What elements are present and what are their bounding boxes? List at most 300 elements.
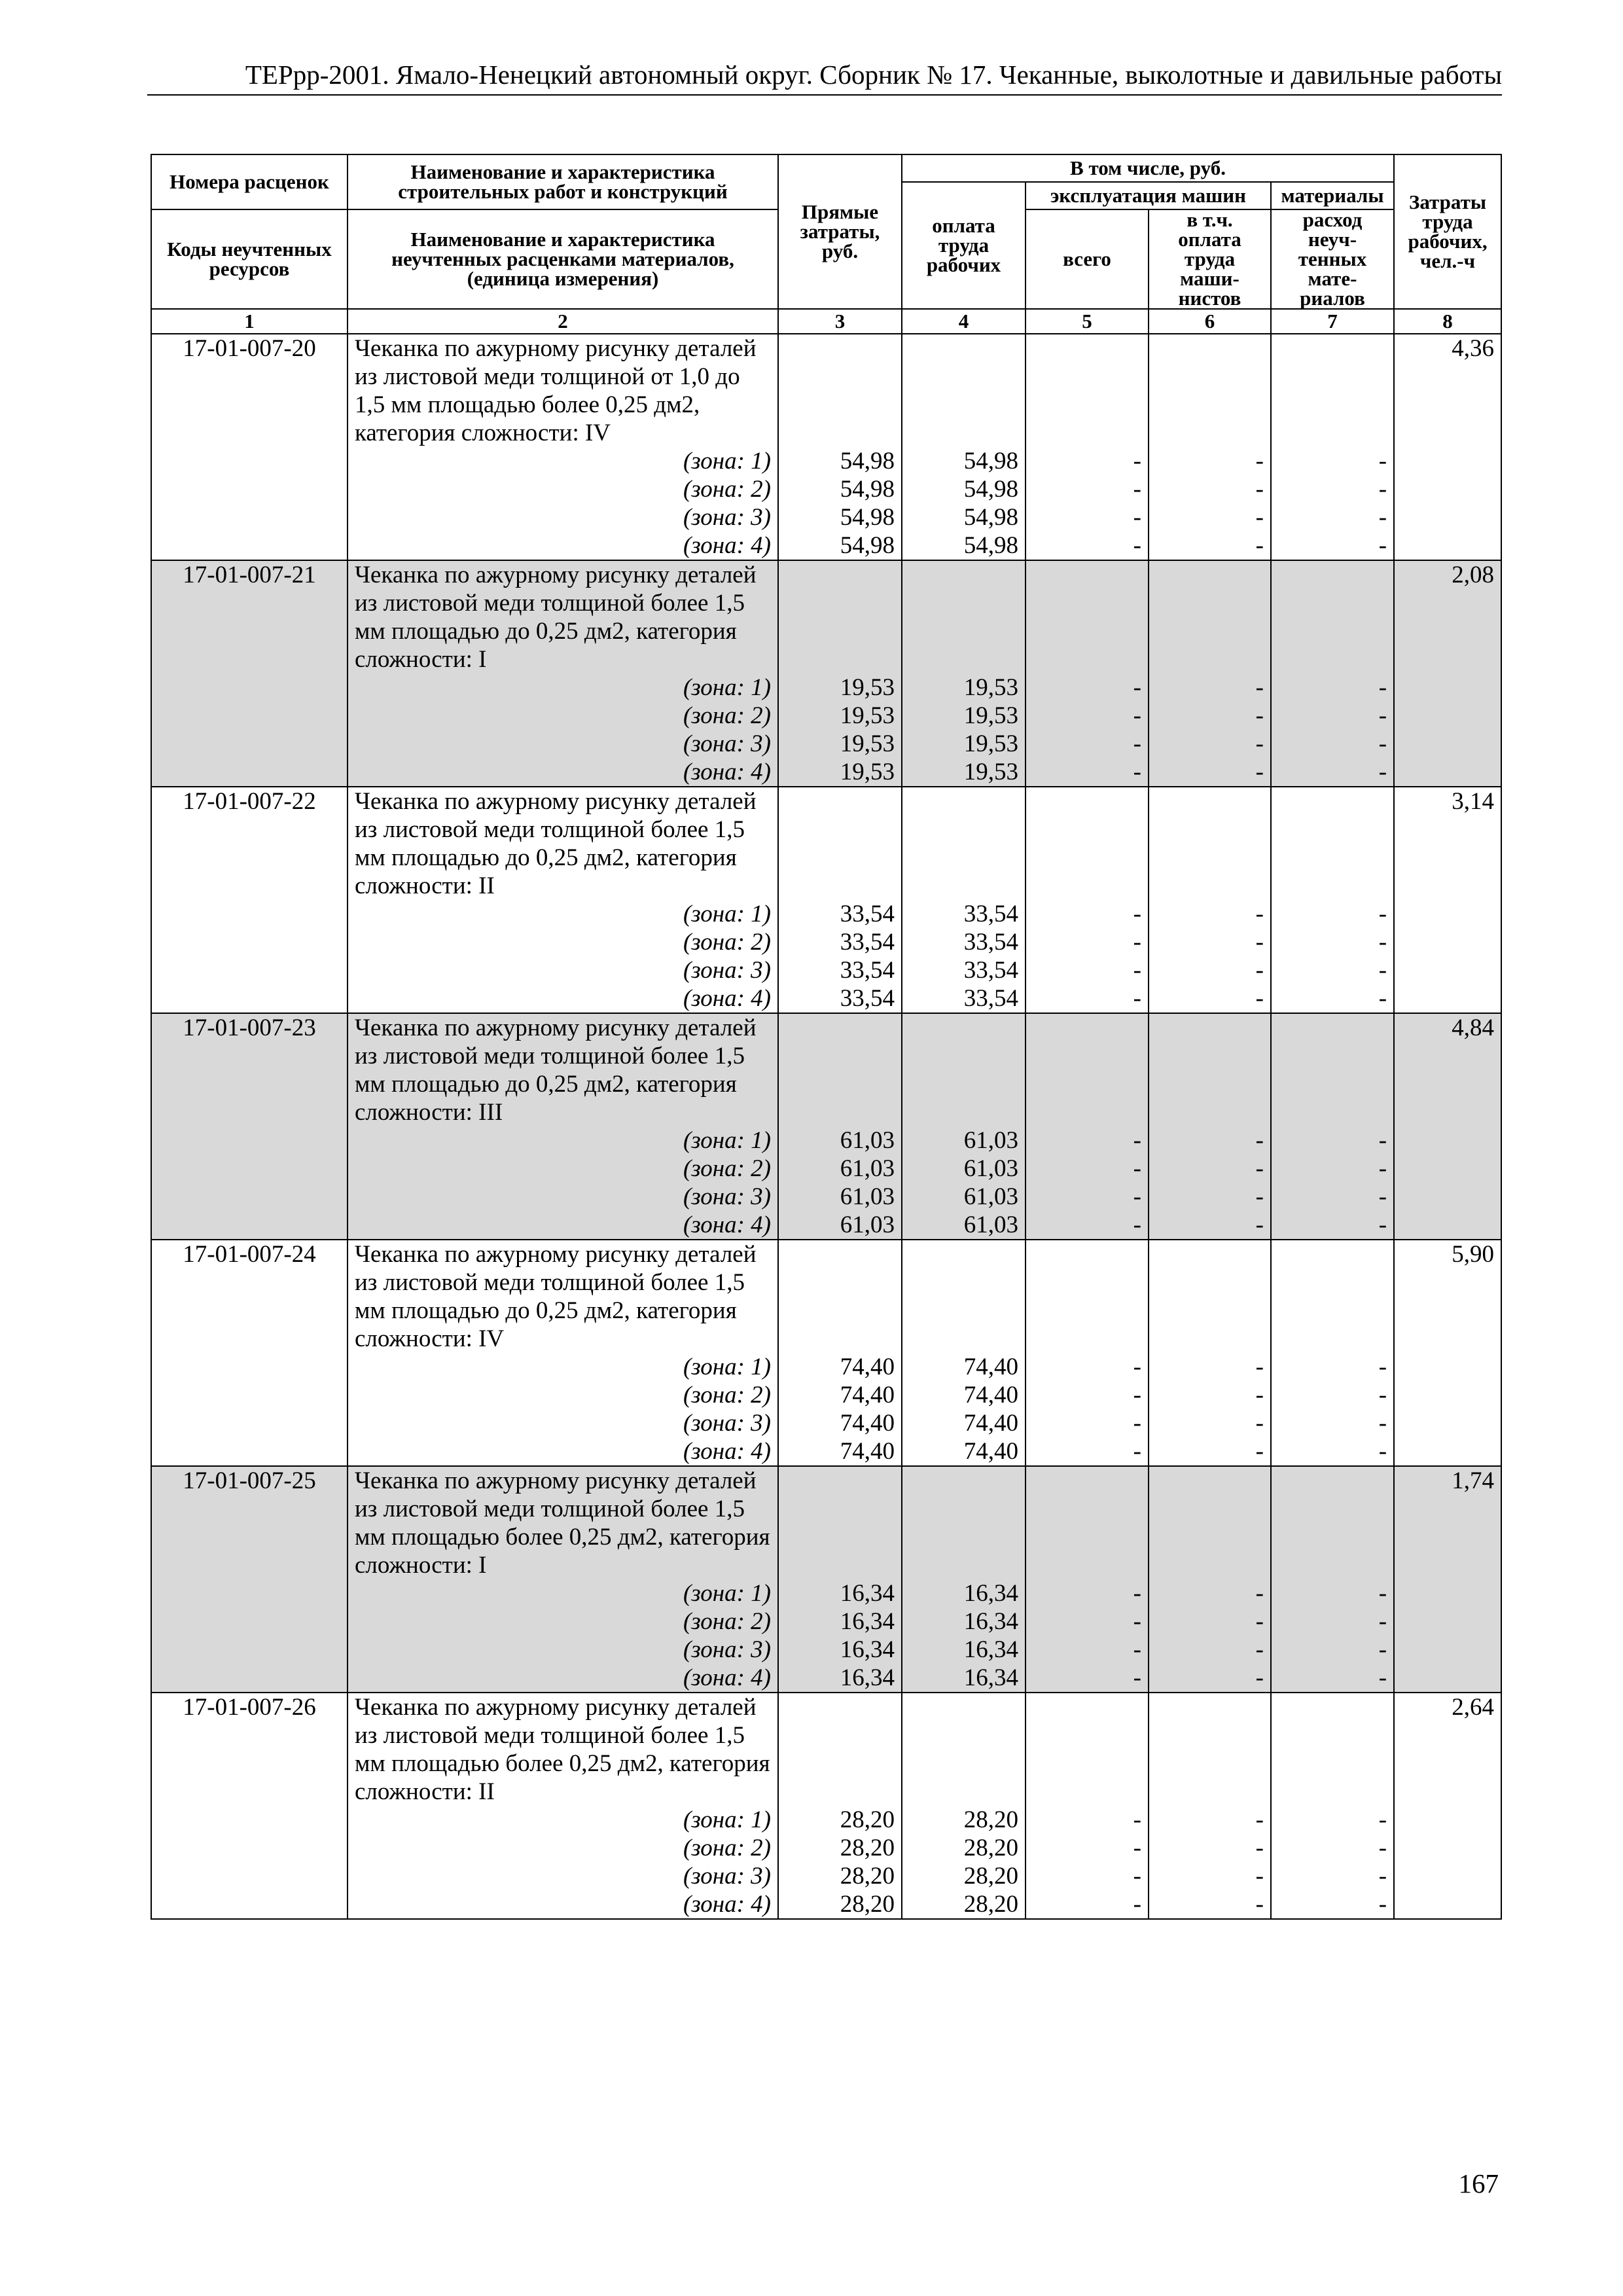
material-use: - — [1271, 503, 1394, 531]
zone-label: (зона: 1) — [348, 900, 778, 928]
machines-total: - — [1026, 1579, 1149, 1607]
table-row — [151, 334, 1501, 447]
machines-total: - — [1026, 956, 1149, 984]
empty-cell — [1026, 334, 1149, 447]
rates-table — [151, 154, 1502, 1920]
direct-costs: 54,98 — [778, 447, 902, 475]
empty-cell — [902, 787, 1026, 900]
machinist-pay: - — [1149, 900, 1271, 928]
empty-cell — [778, 560, 902, 673]
machinist-pay: - — [1149, 1155, 1271, 1183]
machines-total: - — [1026, 1636, 1149, 1664]
empty-cell — [1394, 758, 1501, 787]
header-machines: эксплуатация машин — [1026, 182, 1271, 209]
empty-cell — [1394, 900, 1501, 928]
zone-row — [151, 1126, 1501, 1155]
empty-cell — [1394, 475, 1501, 503]
header-name-materials: Наименование и характеристика неучтенных расценками материалов, (единица измерения) — [348, 209, 778, 309]
machinist-pay: - — [1149, 1806, 1271, 1834]
machines-total: - — [1026, 447, 1149, 475]
header-labor-cost: Затраты труда рабочих, чел.-ч — [1394, 154, 1501, 309]
empty-cell — [1394, 1409, 1501, 1437]
empty-cell — [151, 1579, 348, 1607]
direct-costs: 28,20 — [778, 1890, 902, 1919]
direct-costs: 33,54 — [778, 928, 902, 956]
material-use: - — [1271, 673, 1394, 702]
direct-costs: 19,53 — [778, 730, 902, 758]
header-material-use: расход неуч- тенных мате- риалов — [1271, 209, 1394, 309]
column-number: 1 — [151, 309, 348, 334]
material-use: - — [1271, 956, 1394, 984]
table-row — [151, 1466, 1501, 1579]
zone-label: (зона: 3) — [348, 1862, 778, 1890]
zone-row — [151, 1183, 1501, 1211]
rate-code: 17-01-007-22 — [151, 787, 348, 900]
labor-cost: 4,36 — [1394, 334, 1501, 447]
material-use: - — [1271, 1890, 1394, 1919]
zone-label: (зона: 2) — [348, 928, 778, 956]
labor-pay: 28,20 — [902, 1834, 1026, 1862]
labor-pay: 28,20 — [902, 1806, 1026, 1834]
empty-cell — [151, 730, 348, 758]
machines-total: - — [1026, 984, 1149, 1013]
machinist-pay: - — [1149, 1381, 1271, 1409]
zone-label: (зона: 1) — [348, 1126, 778, 1155]
material-use: - — [1271, 758, 1394, 787]
empty-cell — [1394, 1353, 1501, 1381]
machinist-pay: - — [1149, 1862, 1271, 1890]
zone-label: (зона: 3) — [348, 503, 778, 531]
machines-total: - — [1026, 1437, 1149, 1466]
empty-cell — [151, 531, 348, 560]
zone-label: (зона: 3) — [348, 956, 778, 984]
machines-total: - — [1026, 1806, 1149, 1834]
labor-pay: 61,03 — [902, 1126, 1026, 1155]
zone-row — [151, 1353, 1501, 1381]
zone-label: (зона: 2) — [348, 1155, 778, 1183]
rate-code: 17-01-007-24 — [151, 1240, 348, 1353]
empty-cell — [151, 1834, 348, 1862]
empty-cell — [1394, 1211, 1501, 1240]
empty-cell — [1026, 560, 1149, 673]
empty-cell — [1271, 334, 1394, 447]
machinist-pay: - — [1149, 673, 1271, 702]
empty-cell — [902, 1693, 1026, 1806]
labor-pay: 33,54 — [902, 956, 1026, 984]
empty-cell — [151, 673, 348, 702]
zone-row — [151, 503, 1501, 531]
machinist-pay: - — [1149, 1353, 1271, 1381]
empty-cell — [151, 1636, 348, 1664]
empty-cell — [151, 984, 348, 1013]
labor-pay: 61,03 — [902, 1155, 1026, 1183]
empty-cell — [151, 900, 348, 928]
zone-label: (зона: 4) — [348, 1890, 778, 1919]
material-use: - — [1271, 984, 1394, 1013]
empty-cell — [1394, 956, 1501, 984]
header-rate-numbers: Номера расценок — [151, 154, 348, 209]
rate-description: Чеканка по ажурному рисунку деталей из листовой меди толщиной более 1,5 мм площадью до 0,25 дм2, категория сложности: I — [348, 560, 778, 673]
direct-costs: 19,53 — [778, 673, 902, 702]
empty-cell — [151, 1862, 348, 1890]
labor-pay: 54,98 — [902, 531, 1026, 560]
empty-cell — [1394, 1579, 1501, 1607]
rate-code: 17-01-007-26 — [151, 1693, 348, 1806]
column-number: 7 — [1271, 309, 1394, 334]
material-use: - — [1271, 1579, 1394, 1607]
machinist-pay: - — [1149, 1636, 1271, 1664]
material-use: - — [1271, 1806, 1394, 1834]
table-row — [151, 787, 1501, 900]
machines-total: - — [1026, 531, 1149, 560]
zone-label: (зона: 3) — [348, 1409, 778, 1437]
empty-cell — [778, 1240, 902, 1353]
column-number: 4 — [902, 309, 1026, 334]
machinist-pay: - — [1149, 1437, 1271, 1466]
zone-label: (зона: 1) — [348, 1579, 778, 1607]
machines-total: - — [1026, 1183, 1149, 1211]
empty-cell — [1394, 1834, 1501, 1862]
empty-cell — [151, 1607, 348, 1636]
machinist-pay: - — [1149, 447, 1271, 475]
rate-description: Чеканка по ажурному рисунку деталей из листовой меди толщиной от 1,0 до 1,5 мм площадью более 0,25 дм2, категория сложности: IV — [348, 334, 778, 447]
direct-costs: 19,53 — [778, 702, 902, 730]
machines-total: - — [1026, 1155, 1149, 1183]
direct-costs: 74,40 — [778, 1437, 902, 1466]
zone-label: (зона: 2) — [348, 1607, 778, 1636]
empty-cell — [151, 956, 348, 984]
empty-cell — [151, 1211, 348, 1240]
empty-cell — [1394, 984, 1501, 1013]
material-use: - — [1271, 1126, 1394, 1155]
labor-cost: 5,90 — [1394, 1240, 1501, 1353]
empty-cell — [778, 1013, 902, 1126]
header-machinist-pay: в т.ч. оплата труда маши- нистов — [1149, 209, 1271, 309]
empty-cell — [151, 1409, 348, 1437]
machinist-pay: - — [1149, 1664, 1271, 1693]
header-codes: Коды неучтенных ресурсов — [151, 209, 348, 309]
zone-row — [151, 1409, 1501, 1437]
labor-pay: 16,34 — [902, 1607, 1026, 1636]
machinist-pay: - — [1149, 1211, 1271, 1240]
machinist-pay: - — [1149, 702, 1271, 730]
empty-cell — [1026, 1466, 1149, 1579]
zone-label: (зона: 4) — [348, 984, 778, 1013]
column-number: 5 — [1026, 309, 1149, 334]
zone-label: (зона: 4) — [348, 1437, 778, 1466]
machines-total: - — [1026, 702, 1149, 730]
zone-row — [151, 447, 1501, 475]
empty-cell — [151, 1353, 348, 1381]
empty-cell — [1149, 1466, 1271, 1579]
material-use: - — [1271, 1636, 1394, 1664]
empty-cell — [1271, 1466, 1394, 1579]
header-materials: материалы — [1271, 182, 1394, 209]
labor-cost: 2,08 — [1394, 560, 1501, 673]
labor-pay: 54,98 — [902, 475, 1026, 503]
empty-cell — [778, 1466, 902, 1579]
zone-row — [151, 1636, 1501, 1664]
zone-label: (зона: 4) — [348, 531, 778, 560]
machinist-pay: - — [1149, 1183, 1271, 1211]
page-header: ТЕРрр-2001. Ямало-Ненецкий автономный округ. Сборник № 17. Чеканные, выколотные и давильные работы — [147, 60, 1502, 96]
machines-total: - — [1026, 1890, 1149, 1919]
empty-cell — [151, 758, 348, 787]
machines-total: - — [1026, 928, 1149, 956]
zone-row — [151, 730, 1501, 758]
empty-cell — [1149, 1013, 1271, 1126]
direct-costs: 61,03 — [778, 1155, 902, 1183]
empty-cell — [151, 1437, 348, 1466]
machines-total: - — [1026, 1409, 1149, 1437]
labor-pay: 74,40 — [902, 1437, 1026, 1466]
zone-row — [151, 1437, 1501, 1466]
empty-cell — [1271, 1240, 1394, 1353]
material-use: - — [1271, 702, 1394, 730]
empty-cell — [151, 1664, 348, 1693]
machines-total: - — [1026, 1607, 1149, 1636]
zone-row — [151, 475, 1501, 503]
machinist-pay: - — [1149, 956, 1271, 984]
zone-row — [151, 984, 1501, 1013]
empty-cell — [902, 1466, 1026, 1579]
empty-cell — [151, 1890, 348, 1919]
zone-label: (зона: 4) — [348, 758, 778, 787]
empty-cell — [1149, 787, 1271, 900]
labor-cost: 3,14 — [1394, 787, 1501, 900]
rate-description: Чеканка по ажурному рисунку деталей из листовой меди толщиной более 1,5 мм площадью до 0,25 дм2, категория сложности: III — [348, 1013, 778, 1126]
material-use: - — [1271, 1409, 1394, 1437]
header-total: всего — [1026, 209, 1149, 309]
labor-pay: 16,34 — [902, 1664, 1026, 1693]
zone-row — [151, 928, 1501, 956]
machinist-pay: - — [1149, 730, 1271, 758]
table-body — [151, 334, 1501, 1919]
direct-costs: 74,40 — [778, 1409, 902, 1437]
labor-pay: 28,20 — [902, 1862, 1026, 1890]
direct-costs: 16,34 — [778, 1579, 902, 1607]
zone-label: (зона: 3) — [348, 1636, 778, 1664]
zone-row — [151, 1381, 1501, 1409]
empty-cell — [1394, 1155, 1501, 1183]
empty-cell — [151, 1155, 348, 1183]
header-name-works: Наименование и характеристика строительных работ и конструкций — [348, 154, 778, 209]
machinist-pay: - — [1149, 1409, 1271, 1437]
material-use: - — [1271, 1211, 1394, 1240]
labor-pay: 74,40 — [902, 1353, 1026, 1381]
labor-pay: 61,03 — [902, 1211, 1026, 1240]
column-number: 8 — [1394, 309, 1501, 334]
zone-row — [151, 758, 1501, 787]
zone-row — [151, 1607, 1501, 1636]
material-use: - — [1271, 531, 1394, 560]
empty-cell — [1271, 560, 1394, 673]
empty-cell — [151, 1183, 348, 1211]
empty-cell — [778, 787, 902, 900]
zone-row — [151, 1664, 1501, 1693]
material-use: - — [1271, 900, 1394, 928]
machines-total: - — [1026, 1862, 1149, 1890]
machinist-pay: - — [1149, 1579, 1271, 1607]
empty-cell — [1394, 1862, 1501, 1890]
labor-cost: 2,64 — [1394, 1693, 1501, 1806]
empty-cell — [1394, 1664, 1501, 1693]
machines-total: - — [1026, 475, 1149, 503]
empty-cell — [1394, 503, 1501, 531]
rate-code: 17-01-007-21 — [151, 560, 348, 673]
direct-costs: 16,34 — [778, 1664, 902, 1693]
material-use: - — [1271, 1834, 1394, 1862]
machines-total: - — [1026, 1211, 1149, 1240]
machines-total: - — [1026, 503, 1149, 531]
rate-code: 17-01-007-20 — [151, 334, 348, 447]
machinist-pay: - — [1149, 531, 1271, 560]
table-row — [151, 1240, 1501, 1353]
zone-label: (зона: 2) — [348, 702, 778, 730]
direct-costs: 16,34 — [778, 1636, 902, 1664]
empty-cell — [778, 1693, 902, 1806]
empty-cell — [1394, 1437, 1501, 1466]
direct-costs: 28,20 — [778, 1834, 902, 1862]
zone-label: (зона: 3) — [348, 1183, 778, 1211]
labor-pay: 19,53 — [902, 702, 1026, 730]
rate-description: Чеканка по ажурному рисунку деталей из листовой меди толщиной более 1,5 мм площадью более 0,25 дм2, категория сложности: I — [348, 1466, 778, 1579]
labor-pay: 61,03 — [902, 1183, 1026, 1211]
zone-label: (зона: 3) — [348, 730, 778, 758]
direct-costs: 74,40 — [778, 1381, 902, 1409]
empty-cell — [902, 560, 1026, 673]
zone-row — [151, 702, 1501, 730]
empty-cell — [1271, 787, 1394, 900]
material-use: - — [1271, 475, 1394, 503]
material-use: - — [1271, 1862, 1394, 1890]
machinist-pay: - — [1149, 984, 1271, 1013]
empty-cell — [151, 928, 348, 956]
empty-cell — [1394, 928, 1501, 956]
labor-pay: 33,54 — [902, 984, 1026, 1013]
empty-cell — [1394, 1636, 1501, 1664]
rate-code: 17-01-007-25 — [151, 1466, 348, 1579]
zone-row — [151, 956, 1501, 984]
material-use: - — [1271, 447, 1394, 475]
header-including: В том числе, руб. — [902, 154, 1394, 182]
material-use: - — [1271, 1607, 1394, 1636]
empty-cell — [1394, 531, 1501, 560]
direct-costs: 61,03 — [778, 1211, 902, 1240]
labor-pay: 19,53 — [902, 758, 1026, 787]
empty-cell — [1394, 1381, 1501, 1409]
header-labor-pay: оплата труда рабочих — [902, 182, 1026, 309]
rate-description: Чеканка по ажурному рисунку деталей из листовой меди толщиной более 1,5 мм площадью до 0,25 дм2, категория сложности: IV — [348, 1240, 778, 1353]
empty-cell — [1394, 1607, 1501, 1636]
empty-cell — [1394, 730, 1501, 758]
labor-pay: 33,54 — [902, 928, 1026, 956]
empty-cell — [151, 447, 348, 475]
zone-label: (зона: 1) — [348, 673, 778, 702]
zone-row — [151, 673, 1501, 702]
empty-cell — [1394, 1183, 1501, 1211]
empty-cell — [1271, 1013, 1394, 1126]
machines-total: - — [1026, 1353, 1149, 1381]
empty-cell — [778, 334, 902, 447]
empty-cell — [1149, 1693, 1271, 1806]
machines-total: - — [1026, 730, 1149, 758]
zone-row — [151, 1806, 1501, 1834]
zone-row — [151, 531, 1501, 560]
machinist-pay: - — [1149, 503, 1271, 531]
labor-pay: 28,20 — [902, 1890, 1026, 1919]
direct-costs: 33,54 — [778, 984, 902, 1013]
labor-pay: 16,34 — [902, 1579, 1026, 1607]
material-use: - — [1271, 1437, 1394, 1466]
direct-costs: 74,40 — [778, 1353, 902, 1381]
direct-costs: 61,03 — [778, 1183, 902, 1211]
machines-total: - — [1026, 900, 1149, 928]
direct-costs: 61,03 — [778, 1126, 902, 1155]
zone-label: (зона: 1) — [348, 447, 778, 475]
material-use: - — [1271, 1183, 1394, 1211]
empty-cell — [902, 334, 1026, 447]
page-number: 167 — [1458, 2168, 1499, 2198]
zone-row — [151, 900, 1501, 928]
rate-code: 17-01-007-23 — [151, 1013, 348, 1126]
labor-pay: 54,98 — [902, 447, 1026, 475]
empty-cell — [1394, 447, 1501, 475]
material-use: - — [1271, 1664, 1394, 1693]
empty-cell — [1149, 1240, 1271, 1353]
empty-cell — [151, 503, 348, 531]
machinist-pay: - — [1149, 475, 1271, 503]
machinist-pay: - — [1149, 1834, 1271, 1862]
labor-pay: 16,34 — [902, 1636, 1026, 1664]
table-row — [151, 1693, 1501, 1806]
empty-cell — [151, 1381, 348, 1409]
zone-label: (зона: 2) — [348, 1834, 778, 1862]
table-header — [151, 154, 1501, 334]
labor-cost: 4,84 — [1394, 1013, 1501, 1126]
material-use: - — [1271, 730, 1394, 758]
machinist-pay: - — [1149, 928, 1271, 956]
empty-cell — [1394, 1806, 1501, 1834]
zone-label: (зона: 1) — [348, 1353, 778, 1381]
direct-costs: 19,53 — [778, 758, 902, 787]
machinist-pay: - — [1149, 1126, 1271, 1155]
empty-cell — [1394, 1126, 1501, 1155]
labor-pay: 19,53 — [902, 673, 1026, 702]
zone-row — [151, 1155, 1501, 1183]
zone-row — [151, 1579, 1501, 1607]
empty-cell — [1026, 1013, 1149, 1126]
material-use: - — [1271, 1353, 1394, 1381]
direct-costs: 28,20 — [778, 1806, 902, 1834]
empty-cell — [1271, 1693, 1394, 1806]
column-number: 6 — [1149, 309, 1271, 334]
machinist-pay: - — [1149, 1607, 1271, 1636]
zone-row — [151, 1834, 1501, 1862]
machines-total: - — [1026, 1664, 1149, 1693]
direct-costs: 54,98 — [778, 503, 902, 531]
labor-pay: 74,40 — [902, 1381, 1026, 1409]
zone-row — [151, 1890, 1501, 1919]
column-number: 3 — [778, 309, 902, 334]
material-use: - — [1271, 928, 1394, 956]
direct-costs: 28,20 — [778, 1862, 902, 1890]
machines-total: - — [1026, 673, 1149, 702]
direct-costs: 54,98 — [778, 475, 902, 503]
column-number-row — [151, 309, 1501, 334]
empty-cell — [1394, 1890, 1501, 1919]
empty-cell — [1394, 702, 1501, 730]
